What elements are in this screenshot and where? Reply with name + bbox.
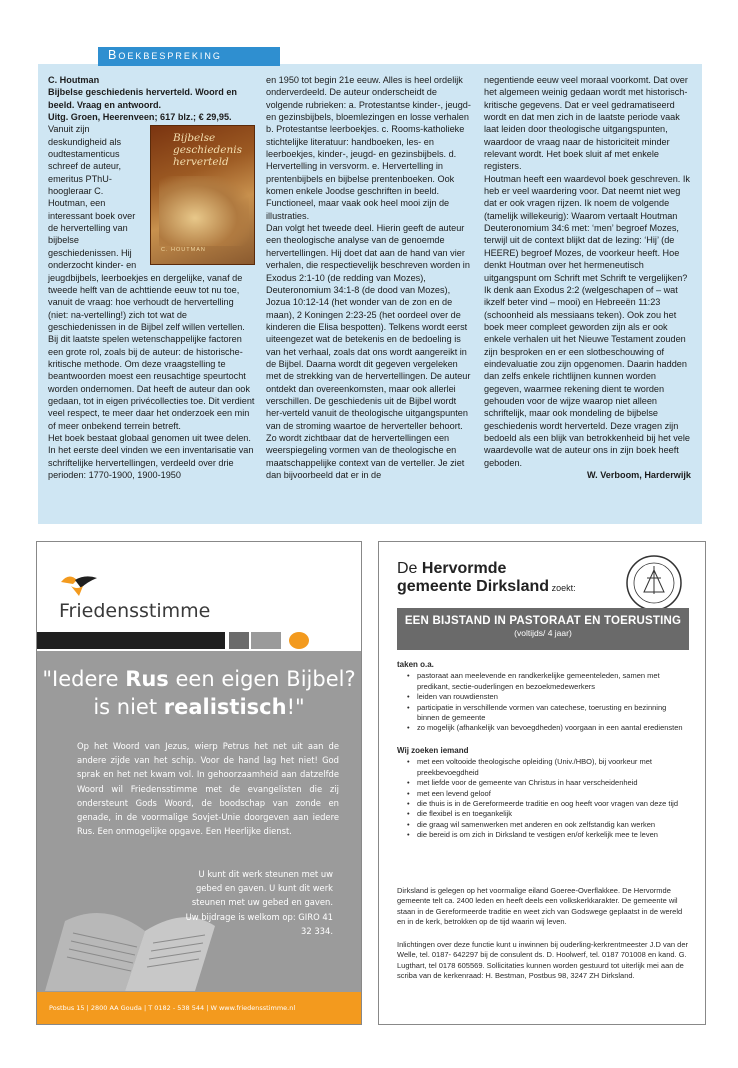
vacancy-title: EEN BIJSTAND IN PASTORAAT EN TOERUSTING	[404, 615, 682, 627]
list-item: • die graag wil samenwerken met anderen en ook zelfstandig kan werken	[409, 820, 689, 830]
vacancy-hours: (voltijds/ 4 jaar)	[514, 628, 572, 638]
book-cover-image	[150, 125, 255, 265]
review-column-3	[484, 74, 691, 481]
ad-footer-contact: Postbus 15 | 2800 AA Gouda | T 0182 - 538 544 | W www.friedensstimme.nl	[37, 992, 361, 1024]
review-paragraph: en 1950 tot begin 21e eeuw. Alles is heel ordelijk onderverdeeld. De auteur onderscheidt de volgende rubrieken: a. Protestantse kinder-, jeugd- en gezinsbijbels, bloemlezingen en losse verhalen b. Protestantse leerboekjes. c. Rooms-katholieke stichtelijke literatuur: handboeken, les- en leerboekjes, kinder-, jeugd- en gezinsbijbels. d. Hervertelling in versvorm. e. Hervertelling in prentenbijbels en bijbelse prentenboeken. Ook komen enkele Joodse geschriften in beeld. Functioneel, maar vaak ook heel mooi zijn de illustraties.	[266, 75, 471, 221]
contact-paragraph: Inlichtingen over deze functie kunt u inwinnen bij ouderling-kerkrentmeester J.D van der Welle, tel. 0187- 642297 bij de consulent ds. D. Hoolwerf, tel. 0187 701008 en kand. G. Lugthart, tel 0178 605569. Sollicitaties kunnen worden gestuurd tot uiterlijk mei aan de scriba van de kerkenraad: H. Bestman, Postbus 98, 3247 ZH Dirksland.	[397, 940, 688, 981]
review-column-2	[266, 74, 473, 481]
ad-grey-panel	[37, 651, 361, 992]
list-item: • participatie in verschillende vormen van catechese, toerusting en bezinning binnen de gemeente	[409, 703, 689, 724]
requirements-heading: Wij zoeken iemand	[397, 746, 469, 755]
list-item: • pastoraat aan meelevende en randkerkelijke gemeenteleden, samen met predikant, sectie-ouderlingen en bezoekmedewerkers	[409, 671, 689, 692]
dirksland-vacancy-ad	[378, 541, 706, 1025]
decorative-bars	[37, 632, 361, 649]
ad-headline: "Iedere Rus een eigen Bijbel? is niet realistisch!"	[42, 667, 356, 719]
friedensstimme-ad	[36, 541, 362, 1025]
ad-support-text: U kunt dit werk steunen met uw gebed en gaven. U kunt dit werk steunen met uw gebed en gaven. Uw bijdrage is welkom op: GIRO 41 32 334.	[185, 869, 333, 936]
vacancy-banner	[397, 608, 689, 650]
tasks-section	[397, 660, 689, 734]
list-item: • die bereid is om zich in Dirksland te vestigen en/of kerkelijk mee te leven	[409, 830, 689, 840]
list-item: • die thuis is in de Gereformeerde traditie en oog heeft voor vragen van deze tijd	[409, 799, 689, 809]
dove-logo-icon	[59, 572, 99, 598]
ad-body-text: Op het Woord van Jezus, wierp Petrus het net uit aan de andere zijde van het schip. Voor de hand lag het niet! God sprak en het net kwam vol. In gehoorzaamheid aan datzelfde Woord wil Friedensstimme met de evangelisten die zij ondersteunt Gods Woord, de boodschap van zonde en genade, in de voormalige Sovjet-Unie doorgeven aan iedere Rus. Een onmogelijke opgave. Een Heerlijke dienst.	[77, 741, 339, 837]
list-item: • zo mogelijk (afhankelijk van bevoegdheden) voorgaan in een aantal erediensten	[409, 723, 689, 733]
review-paragraph: Dan volgt het tweede deel. Hierin geeft de auteur een theologische analyse van de genoemde hervertellingen. Hij doet dat aan de hand van vier verhalen, die respectievelijk beschreven worden in Exodus 2:1-10 (de redding van Mozes), Deuteronomium 34:1-8 (de dood van Mozes), Jozua 10:12-14 (het wonder van de zon en de maan), 2 Koningen 2:23-25 (het oordeel over de kinderen die Elisa bespotten). Telkens wordt eerst uiteengezet wat de betekenis en de bedoeling is van het verhaal, zoals dat ons wordt aangereikt in de Bijbel. Daarna wordt dit gegeven vergeleken met de strekking van de hervertellingen. De auteur ontdekt dan overeenkomsten, maar ook allerlei verschillen. De geschiedenis uit de Bijbel wordt her-verteld vanuit de theologische uitgangspunten van de stroming waartoe de herverteller behoort. Zo wordt zichtbaar dat de hervertellingen een weerspiegeling vormen van de theologische en maatschappelijke context van de verteller. Je ziet dan bijvoorbeeld dat er in de	[266, 223, 471, 480]
section-label: Boekbespreking	[98, 47, 280, 66]
review-paragraph: Vanuit zijn deskundigheid als oudtestamenticus schreef de auteur, emeritus PThU-hoogleraar C. Houtman, een interessant boek over de hervertelling van bijbelse geschiedenissen. Hij onderzocht kinder- en jeugdbijbels, leerboekjes en dergelijke, vanaf de tweede helft van de achttiende eeuw tot nu toe, vanuit de vraag: hoe verhoudt de hervertelling (niet: na-vertelling!) zich tot wat de geschiedenissen in de Bijbel zelf willen vertellen. Bij dit laatste spelen wetenschappelijke factoren een grote rol, zoals bij de auteur: de historische-kritische methode. Om deze vraagstelling te beantwoorden moest een reusachtige speurtocht worden ondernomen. Dat heeft de auteur dan ook gedaan, tot in eigen privécollecties toe. Dit verdient veel respect, te meer daar het onderzoek een min of meer onbekend terrein betreft.	[48, 124, 255, 431]
cover-title: Bijbelse geschiedenis herverteld	[173, 132, 242, 169]
review-publisher: Uitg. Groen, Heerenveen; 617 blz.; € 29,95.	[48, 112, 232, 123]
cover-author: C. HOUTMAN	[161, 247, 206, 254]
about-paragraph: Dirksland is gelegen op het voormalige eiland Goeree-Overflakkee. De Hervormde gemeente telt ca. 2400 leden en heeft deels een volkskerkkarakter. De gemeente wil staan in de Gereformeerde traditie en weet zich van Godswege geplaatst in de wereld en in de kerk, betrokken op de tijd waarin wij leven.	[397, 886, 683, 927]
tasks-heading: taken o.a.	[397, 660, 434, 669]
cover-illustration	[159, 176, 249, 246]
ad-title: De Hervormde gemeente Dirksland zoekt:	[397, 560, 576, 595]
friedensstimme-brand: Friedensstimme	[59, 600, 211, 622]
list-item: • die flexibel is en toegankelijk	[409, 809, 689, 819]
review-author: C. Houtman	[48, 75, 100, 85]
church-seal-icon	[623, 554, 685, 612]
review-paragraph: Houtman heeft een waardevol boek geschreven. Ik heb er veel waardering voor. Dat neemt niet weg dat er ook vragen rijzen. Ik noem de volgende (tamelijk willekeurig): Waarom vertaalt Houtman Deuteronomium 34:6 met: ‘men’ begroef Mozes, terwijl uit de context blijkt dat de lezing: ‘Hij’ (de HEERE) begroef Mozes, de voorkeur heeft. Hoe denkt Houtman over het hermeneutisch uitgangspunt om Schrift met Schrift te vergelijken? Ik denk aan Exodus 2:2 (welgeschapen of – wat ikzelf beter vind – mooi) en Hebreeën 11:23 (schoonheid als messiaans teken). Ook zou het boek meer compleet geworden zijn als er ook enkele verhalen uit het Nieuwe Testament zouden zijn besproken en er een slotbeschouwing of eindevaluatie zou zijn opgenomen. Daarin hadden dan zelfs enkele richtlijnen kunnen worden gegeven, waarmee rekening dient te worden gehouden voor de wijze waarop niet alleen schriftelijk, maar ook mondeling de bijbelse geschiedenis wordt herverteld. Deze vragen zijn bedoeld als een blijk van betrokkenheid bij het vele waardevolle wat de auteur ons in zijn boek heeft geboden.	[484, 173, 690, 468]
requirements-section	[397, 746, 689, 841]
list-item: • leiden van rouwdiensten	[409, 692, 689, 702]
list-item: • met een levend geloof	[409, 789, 689, 799]
list-item: • met liefde voor de gemeente van Christus in haar verscheidenheid	[409, 778, 689, 788]
list-item: • met een voltooide theologische opleiding (Univ./HBO), bij voorkeur met preekbevoegdheid	[409, 757, 689, 778]
review-paragraph: Het boek bestaat globaal genomen uit twee delen. In het eerste deel vinden we een inventarisatie van schriftelijke hervertellingen, verdeeld over drie perioden: 1770-1900, 1900-1950	[48, 432, 254, 480]
review-column-1	[48, 74, 255, 481]
review-signature: W. Verboom, Harderwijk	[587, 470, 691, 480]
review-paragraph: negentiende eeuw veel moraal voorkomt. Dat over het algemeen weinig gedaan wordt met historisch-kritische gegevens. Dat er veel gedramatiseerd wordt en dat men zich in de laatste periode vaak laat leiden door theologische uitgangspunten, waardoor de vraag naar de historiciteit minder relevant wordt. Het boek sluit af met enkele registers.	[484, 75, 688, 172]
review-book-title: Bijbelse geschiedenis herverteld. Woord en beeld. Vraag en antwoord.	[48, 87, 237, 110]
